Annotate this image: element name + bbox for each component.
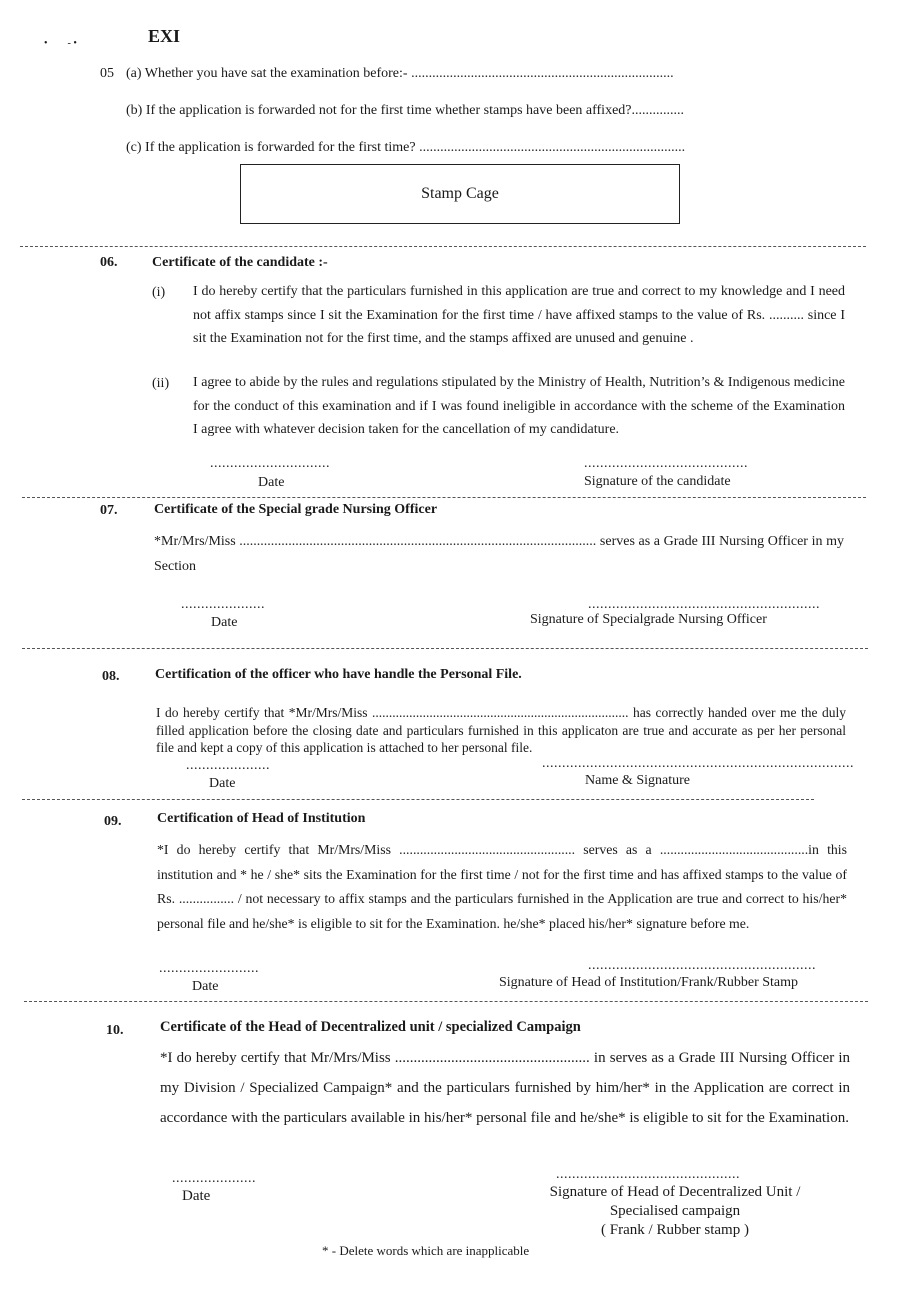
section-10-text: *I do hereby certify that Mr/Mrs/Miss .................................................... in serves as a Grade III Nursing Officer in my Division / Specialized Campaign* and the particulars furnished by him/her* in the Application are correct in accordance with the particulars available in his/her* personal file and he/she* is eligible to sit for the Examination. <box>160 1050 850 1126</box>
scan-marks: • - • <box>44 38 77 49</box>
form-code: EXI <box>148 26 181 46</box>
section-09-date-label: Date <box>192 979 219 994</box>
section-06-date-line: .............................. <box>210 456 330 471</box>
section-08-signature-line: .............................................................................. <box>542 756 854 771</box>
section-10-signature-label-1: Signature of Head of Decentralized Unit / <box>549 1184 801 1200</box>
section-09-number: 09. <box>104 814 122 829</box>
section-07-signature-label: Signature of Specialgrade Nursing Officer <box>530 612 767 627</box>
question-05c: (c) If the application is forwarded for the first time? ............................................................................ <box>126 140 686 155</box>
question-05b: (b) If the application is forwarded not for the first time whether stamps have been affixed?............... <box>126 103 685 118</box>
stamp-cage-label: Stamp Cage <box>421 185 499 202</box>
section-08-signature-label: Name & Signature <box>585 773 690 788</box>
section-09-title: Certification of Head of Institution <box>157 811 366 826</box>
separator-1 <box>20 246 866 247</box>
section-10-date-label: Date <box>182 1188 211 1204</box>
section-06-i-text: I do hereby certify that the particulars furnished in this application are true and correct to my knowledge and I need not affix stamps since I sit the Examination for the first time / have affixed stamps to the value of Rs. .......... since I sit the Examination not for the first time, and the stamps affixed are unused and genuine . <box>193 284 845 346</box>
section-10-signature-label-3: ( Frank / Rubber stamp ) <box>601 1222 749 1238</box>
separator-2 <box>22 497 866 498</box>
section-07-date-line: ..................... <box>181 597 265 612</box>
section-07-title: Certificate of the Special grade Nursing Officer <box>154 502 438 517</box>
section-09-text: *I do hereby certify that Mr/Mrs/Miss ................................................... serves as a ...........................................in this institution and * he / she* sits the Examination for the first time / not for the first time and has affixed stamps to the value of Rs. ................ / not necessary to affix stamps and the particulars furnished in the Application are true and correct to his/her* personal file and he/she* is eligible to sit for the Examination. he/she* placed his/her* signature before me. <box>157 842 847 931</box>
section-10-number: 10. <box>106 1023 124 1038</box>
section-07-number: 07. <box>100 503 118 518</box>
separator-4 <box>22 799 814 800</box>
section-06-ii-label: (ii) <box>152 376 170 391</box>
separator-5 <box>24 1001 868 1002</box>
footnote: * - Delete words which are inapplicable <box>322 1243 530 1258</box>
section-06-number: 06. <box>100 255 118 270</box>
section-06-signature-label: Signature of the candidate <box>584 474 731 489</box>
section-06-title: Certificate of the candidate :- <box>152 255 328 270</box>
section-10-signature-label-2: Specialised campaign <box>609 1203 741 1219</box>
question-05a: (a) Whether you have sat the examination before:- ........................................................................... <box>126 66 674 81</box>
section-07-signature-line: .......................................................... <box>588 597 820 612</box>
section-08-date-label: Date <box>209 776 236 791</box>
section-09-date-line: ......................... <box>159 961 259 976</box>
section-06-i-label: (i) <box>152 285 166 300</box>
section-08-title: Certification of the officer who have handle the Personal File. <box>155 667 522 682</box>
section-10-title: Certificate of the Head of Decentralized unit / specialized Campaign <box>160 1019 581 1035</box>
section-10-signature-line: .............................................. <box>556 1167 740 1182</box>
section-09-signature-label: Signature of Head of Institution/Frank/Rubber Stamp <box>499 975 799 990</box>
section-07-date-label: Date <box>211 615 238 630</box>
section-06-ii-text: I agree to abide by the rules and regulations stipulated by the Ministry of Health, Nutrition’s & Indigenous medicine for the conduct of this examination and if I was found ineligible in accordance with the scheme of the Examination I agree with whatever decision taken for the cancellation of my candidature. <box>193 375 845 437</box>
section-08-text: I do hereby certify that *Mr/Mrs/Miss ............................................................................ has correctly handed over me the duly filled application before the closing date and particulars furnished in this applicaton are true and accurate as per her personal file and kept a copy of this application is attached to her personal file. <box>156 705 846 755</box>
section-06-date-label: Date <box>258 475 285 490</box>
section-08-date-line: ..................... <box>186 758 270 773</box>
section-06-signature-line: ......................................... <box>584 456 748 471</box>
stamp-cage-box <box>240 164 680 224</box>
separator-3 <box>22 648 868 649</box>
section-08-number: 08. <box>102 669 120 684</box>
section-09-signature-line: ......................................................... <box>588 958 816 973</box>
section-05-number: 05 <box>100 66 114 81</box>
section-07-text: *Mr/Mrs/Miss ...................................................................................................... serves as a Grade III Nursing Officer in my Section <box>154 534 844 574</box>
section-10-date-line: ..................... <box>172 1171 256 1186</box>
